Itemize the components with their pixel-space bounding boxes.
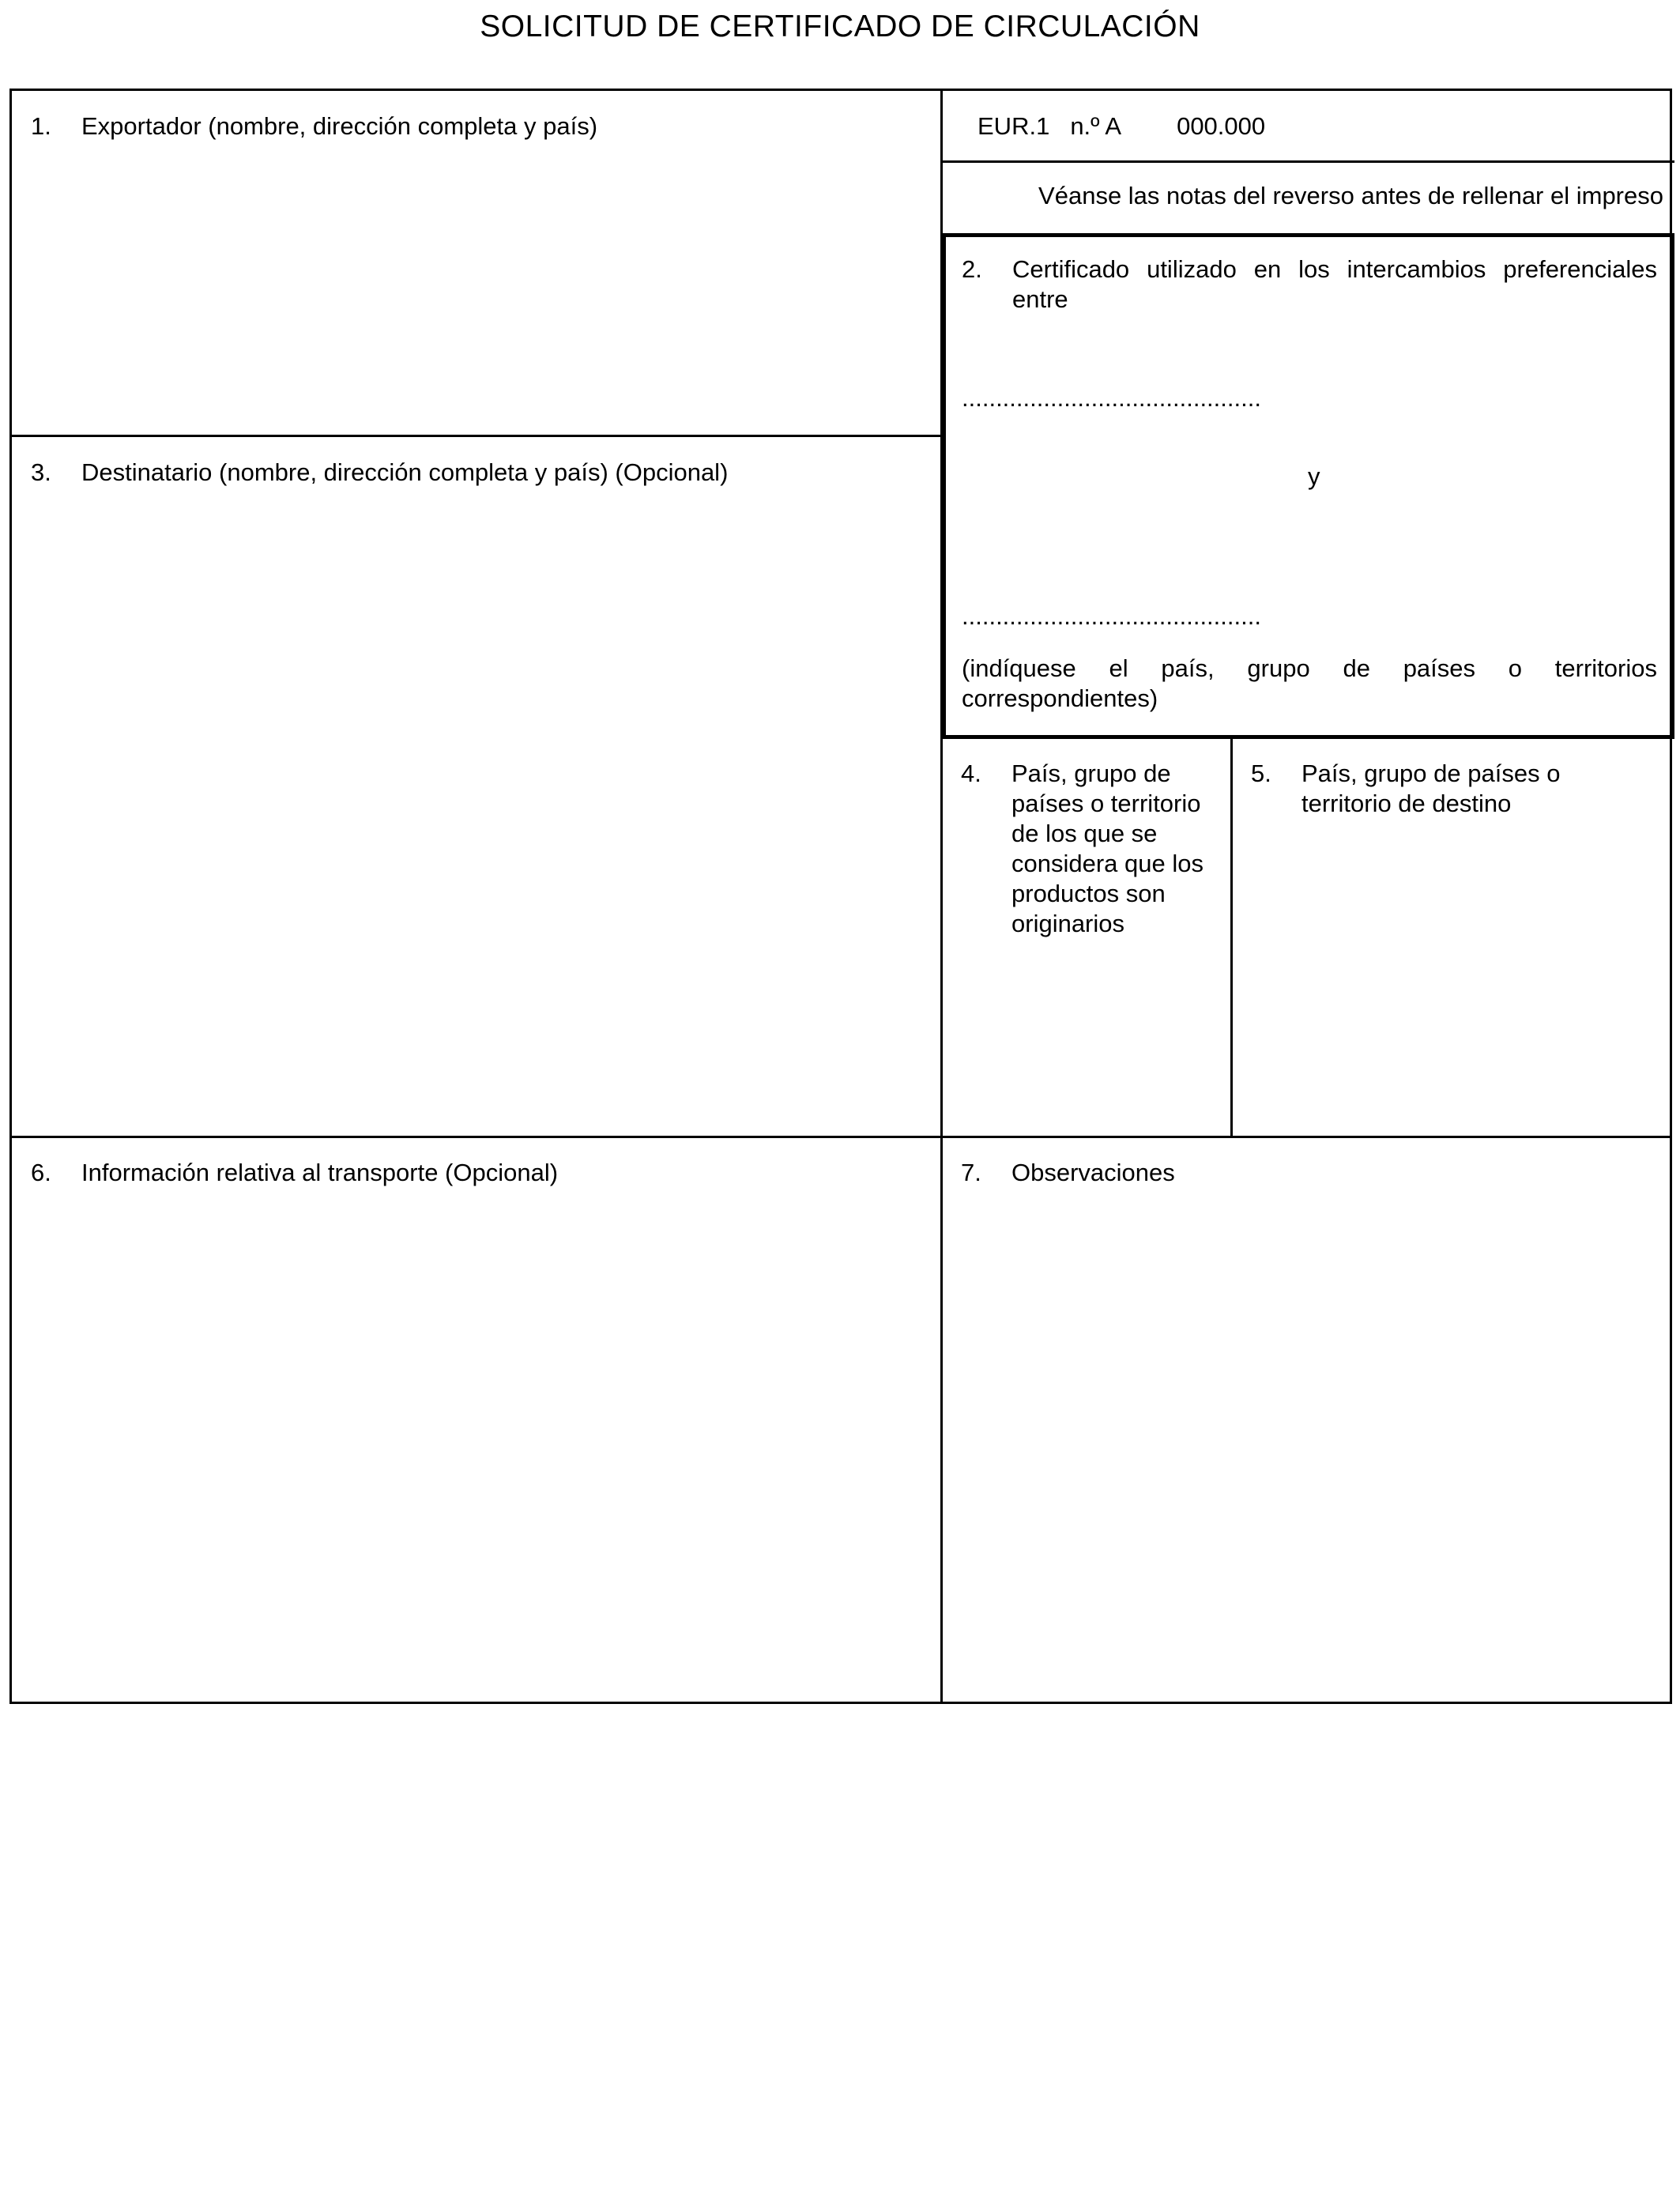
reverse-notes: Véanse las notas del reverso antes de rellenar el impreso [1038, 182, 1663, 209]
preferential-trade-box[interactable] [942, 233, 1674, 739]
second-country-blank[interactable]: ............................................ [962, 602, 1261, 630]
eur-no-label: n.º A [1070, 112, 1122, 140]
country-instruction-note: (indíquese el país, grupo de países o territorios correspondientes) [962, 654, 1657, 712]
preferential-trade-label: Certificado utilizado en los intercambios preferenciales entre [1012, 255, 1657, 313]
eur-number-row [977, 111, 1657, 141]
box-number: 6. [31, 1159, 51, 1186]
exporter-field[interactable] [31, 111, 916, 141]
eur-serial-number: 000.000 [1177, 112, 1266, 140]
box-number: 2. [962, 255, 982, 283]
certificate-form [9, 89, 1672, 1704]
destination-country-label: País, grupo de países o territorio de destino [1301, 760, 1561, 817]
divider-box3-box6 [12, 1136, 1670, 1138]
divider-eur-notes [942, 160, 1674, 163]
transport-details-label: Información relativa al transporte (Opcional) [81, 1159, 559, 1186]
first-country-blank[interactable]: ............................................ [962, 384, 1261, 412]
divider-box1-box3 [12, 435, 942, 437]
divider-box4-box5 [1230, 739, 1233, 1136]
box-number: 5. [1251, 760, 1271, 787]
box-number: 3. [31, 458, 51, 486]
exporter-label: Exportador (nombre, dirección completa y país) [81, 112, 598, 140]
destination-country-field[interactable] [1251, 759, 1646, 819]
consignee-field[interactable] [31, 458, 916, 488]
origin-country-label: País, grupo de países o territorio de los que se considera que los productos son originarios [1011, 760, 1203, 937]
remarks-label: Observaciones [1011, 1159, 1175, 1186]
consignee-label: Destinatario (nombre, dirección completa y país) (Opcional) [81, 458, 729, 486]
box-number: 7. [961, 1159, 981, 1186]
preferential-trade-heading [962, 254, 1657, 315]
origin-country-field[interactable] [961, 759, 1214, 939]
remarks-field[interactable] [961, 1158, 1656, 1188]
box-number: 1. [31, 112, 51, 140]
box-number: 4. [961, 760, 981, 787]
page-title: SOLICITUD DE CERTIFICADO DE CIRCULACIÓN [480, 9, 1200, 43]
eur-form-label: EUR.1 [977, 112, 1050, 140]
transport-details-field[interactable] [31, 1158, 916, 1188]
and-conjunction: y [1308, 462, 1320, 490]
